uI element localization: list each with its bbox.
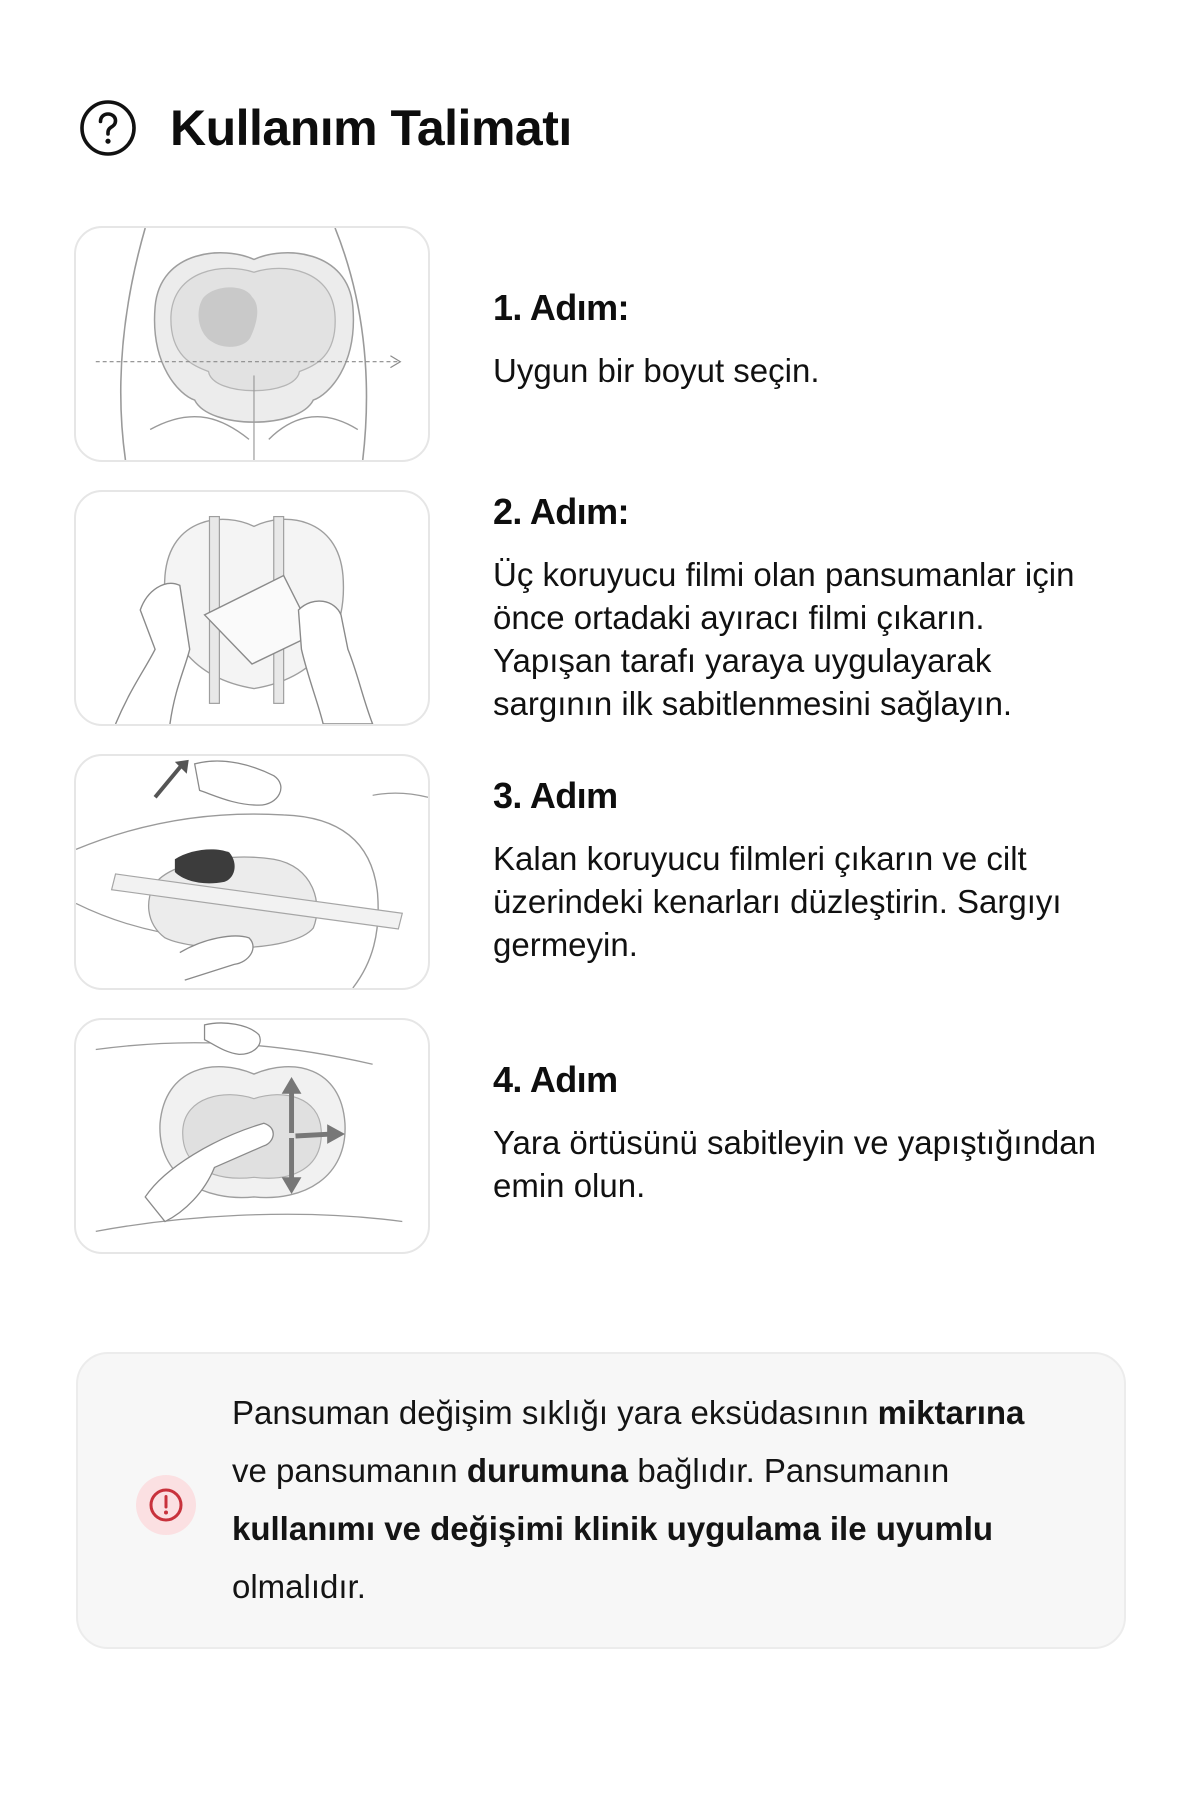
select-size-illustration	[74, 226, 430, 462]
step-title: 4. Adım	[493, 1059, 618, 1100]
secure-dressing-illustration	[74, 1018, 430, 1254]
step-description: Uygun bir boyut seçin.	[493, 352, 820, 389]
step-title: 2. Adım:	[493, 491, 629, 532]
page-header	[78, 92, 572, 164]
step-3-text	[493, 774, 1200, 966]
step-description: Yara örtüsünü sabitleyin ve yapıştığından emin olun.	[493, 1124, 1096, 1204]
question-circle-icon[interactable]	[78, 98, 138, 158]
note-text-part: ve pansumanın	[232, 1452, 467, 1489]
note-bold-part: durumuna	[466, 1452, 629, 1489]
step-title: 3. Adım	[493, 775, 618, 816]
step-4	[74, 1018, 1134, 1256]
note-bold-part: miktarına	[877, 1394, 1025, 1431]
info-note	[76, 1352, 1126, 1649]
smooth-edges-illustration	[74, 754, 430, 990]
step-title: 1. Adım:	[493, 287, 629, 328]
step-4-text	[493, 1058, 1200, 1207]
note-text-part: bağlıdır. Pansumanın	[628, 1452, 950, 1489]
step-1	[74, 226, 1134, 464]
page-title: Kullanım Talimatı	[170, 100, 572, 156]
note-text-part: Pansuman değişim sıklığı yara eksüdasının	[232, 1394, 878, 1431]
step-3	[74, 754, 1134, 992]
step-2	[74, 490, 1134, 728]
alert-circle-icon	[146, 1485, 186, 1525]
step-2-text	[493, 490, 1200, 725]
step-1-text	[493, 286, 1200, 392]
remove-film-illustration	[74, 490, 430, 726]
alert-icon-badge	[136, 1475, 196, 1535]
note-text-part: olmalıdır.	[232, 1568, 366, 1605]
note-text	[232, 1384, 1082, 1616]
step-description: Üç koruyucu filmi olan pansumanlar için önce ortadaki ayıracı filmi çıkarın. Yapışan tarafı yaraya uygulayarak sargının ilk sabitlenmesini sağlayın.	[493, 556, 1075, 722]
step-description: Kalan koruyucu filmleri çıkarın ve cilt üzerindeki kenarları düzleştirin. Sargıyı germeyin.	[493, 840, 1062, 963]
note-bold-part: kullanımı ve değişimi klinik uygulama ile uyumlu	[232, 1510, 994, 1547]
